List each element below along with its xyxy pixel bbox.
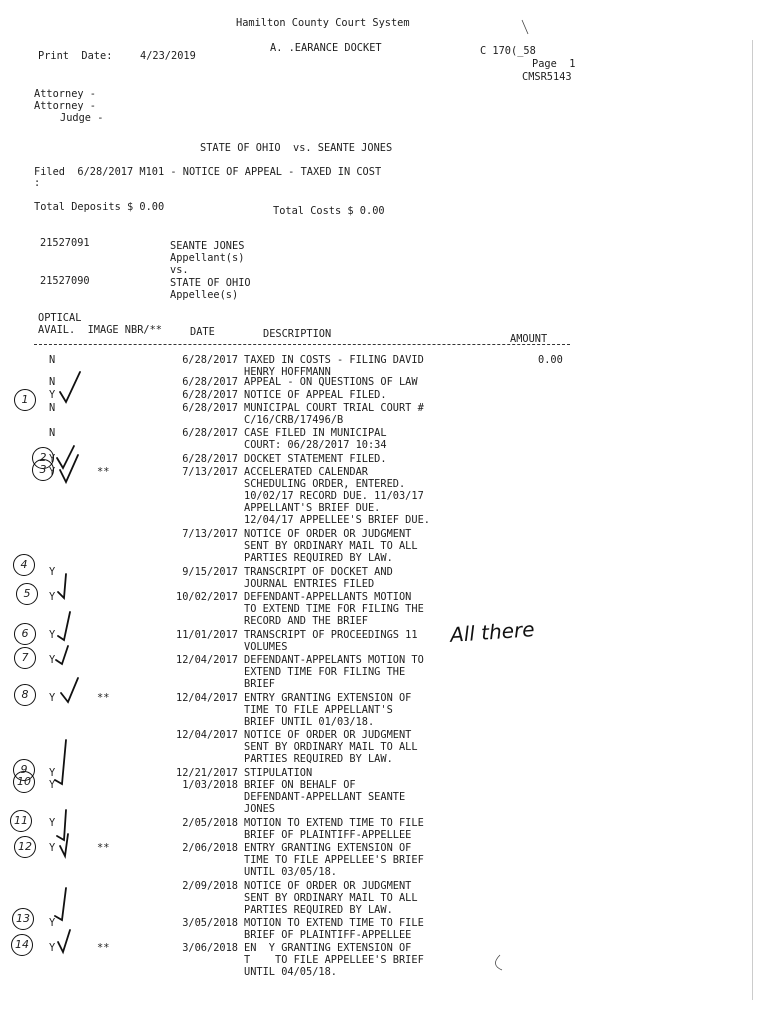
entry-description: NOTICE OF ORDER OR JUDGMENT SENT BY ORDINARY MAIL TO ALL PARTIES REQUIRED BY LAW.	[244, 528, 418, 564]
checkmark-icon	[55, 740, 66, 784]
entry-date: 7/13/2017	[182, 466, 238, 478]
circled-number: 9	[13, 759, 35, 781]
entry-date: 2/09/2018	[182, 880, 238, 892]
entry-date: 7/13/2017	[182, 528, 238, 540]
checkmark-icon	[55, 888, 66, 920]
circled-number: 10	[13, 771, 35, 793]
entry-date: 2/06/2018	[182, 842, 238, 854]
entry-description: APPEAL - ON QUESTIONS OF LAW	[244, 376, 418, 388]
entry-date: 12/21/2017	[176, 767, 238, 779]
circled-number: 3	[32, 459, 54, 481]
entry-date: 2/05/2018	[182, 817, 238, 829]
entry-avail: Y	[49, 629, 56, 641]
judge-line: Judge -	[60, 112, 104, 124]
header-divider	[34, 344, 570, 345]
checkmark-icon	[61, 678, 78, 702]
entry-date: 12/04/2017	[176, 654, 238, 666]
page-edge	[752, 40, 753, 1000]
entry-date: 6/28/2017	[182, 402, 238, 414]
entry-description: TRANSCRIPT OF DOCKET AND JOURNAL ENTRIES FILED	[244, 566, 393, 590]
checkmark-icon	[60, 834, 68, 856]
filed-line: Filed 6/28/2017 M101 - NOTICE OF APPEAL - TAXED IN COST	[34, 166, 382, 178]
entry-avail: Y	[49, 942, 56, 954]
circled-number: 12	[14, 836, 36, 858]
entry-date: 12/04/2017	[176, 729, 238, 741]
entry-description: DEFENDANT-APPELANTS MOTION TO EXTEND TIME FOR FILING THE BRIEF	[244, 654, 424, 690]
entry-description: ACCELERATED CALENDAR SCHEDULING ORDER, ENTERED. 10/02/17 RECORD DUE. 11/03/17 APPELLANT'S BRIEF DUE. 12/04/17 APPELLEE'S BRIEF DUE.	[244, 466, 430, 526]
case-number: C 170(_58	[480, 45, 536, 57]
entry-avail: Y	[49, 453, 56, 465]
circled-number: 13	[12, 908, 34, 930]
col-optical: OPTICAL	[38, 312, 82, 324]
entry-avail: N	[49, 402, 56, 414]
checkmark-icon	[56, 646, 68, 664]
entry-image-nbr: **	[97, 466, 110, 478]
party-name: SEANTE JONES	[170, 240, 245, 252]
entry-image-nbr: **	[97, 842, 110, 854]
entry-date: 1/03/2018	[182, 779, 238, 791]
entry-amount: 0.00	[538, 354, 563, 366]
circled-number: 2	[32, 447, 54, 469]
circled-number: 6	[14, 623, 36, 645]
entry-description: DEFENDANT-APPELLANTS MOTION TO EXTEND TIME FOR FILING THE RECORD AND THE BRIEF	[244, 591, 424, 627]
court-system-title: Hamilton County Court System	[236, 17, 410, 29]
entry-avail: N	[49, 427, 56, 439]
entry-date: 6/28/2017	[182, 453, 238, 465]
circled-number: 8	[14, 684, 36, 706]
circled-number: 11	[10, 810, 32, 832]
party-id: 21527091	[40, 237, 90, 249]
entry-description: STIPULATION	[244, 767, 313, 779]
party-name: STATE OF OHIO	[170, 277, 251, 289]
entry-description: TRANSCRIPT OF PROCEEDINGS 11 VOLUMES	[244, 629, 418, 653]
entry-description: TAXED IN COSTS - FILING DAVID HENRY HOFFMANN	[244, 354, 424, 378]
entry-avail: Y	[49, 591, 56, 603]
total-costs: Total Costs $ 0.00	[273, 205, 385, 217]
entry-description: ENTRY GRANTING EXTENSION OF TIME TO FILE APPELLANT'S BRIEF UNTIL 01/03/18.	[244, 692, 412, 728]
checkmark-icon	[58, 612, 70, 640]
checkmark-icon	[60, 455, 78, 482]
entry-description: DOCKET STATEMENT FILED.	[244, 453, 387, 465]
case-title: STATE OF OHIO vs. SEANTE JONES	[200, 142, 393, 154]
entry-description: CASE FILED IN MUNICIPAL COURT: 06/28/2017 10:34	[244, 427, 387, 451]
print-date-label: Print Date:	[38, 50, 113, 62]
entry-date: 3/05/2018	[182, 917, 238, 929]
checkmark-icon	[57, 446, 74, 468]
circled-number: 4	[13, 554, 35, 576]
entry-avail: Y	[49, 917, 56, 929]
entry-description: BRIEF ON BEHALF OF DEFENDANT-APPELLANT SEANTE JONES	[244, 779, 406, 815]
entry-avail: Y	[49, 389, 56, 401]
filed-colon: :	[34, 177, 41, 189]
attorney-line-1: Attorney -	[34, 88, 96, 100]
attorney-line-2: Attorney -	[34, 100, 96, 112]
entry-avail: N	[49, 376, 56, 388]
checkmark-icon	[60, 372, 80, 402]
entry-avail: Y	[49, 466, 56, 478]
margin-note: All there	[449, 617, 536, 647]
col-date: DATE	[190, 326, 215, 338]
entry-description: ENTRY GRANTING EXTENSION OF TIME TO FILE APPELLEE'S BRIEF UNTIL 03/05/18.	[244, 842, 424, 878]
entry-description: NOTICE OF ORDER OR JUDGMENT SENT BY ORDINARY MAIL TO ALL PARTIES REQUIRED BY LAW.	[244, 729, 418, 765]
entry-description: MOTION TO EXTEND TIME TO FILE BRIEF OF PLAINTIFF-APPELLEE	[244, 917, 424, 941]
entry-avail: Y	[49, 692, 56, 704]
entry-date: 6/28/2017	[182, 389, 238, 401]
entry-image-nbr: **	[97, 692, 110, 704]
form-code: CMSR5143	[522, 71, 572, 83]
docket-title: A. .EARANCE DOCKET	[270, 42, 382, 54]
circled-number: 14	[11, 934, 33, 956]
circled-number: 1	[14, 389, 36, 411]
entry-date: 10/02/2017	[176, 591, 238, 603]
party-id: 21527090	[40, 275, 90, 287]
entry-date: 9/15/2017	[182, 566, 238, 578]
entry-description: MOTION TO EXTEND TIME TO FILE BRIEF OF PLAINTIFF-APPELLEE	[244, 817, 424, 841]
circled-number: 5	[16, 583, 38, 605]
entry-date: 6/28/2017	[182, 354, 238, 366]
entry-avail: N	[49, 354, 56, 366]
entry-date: 3/06/2018	[182, 942, 238, 954]
entry-avail: Y	[49, 654, 56, 666]
stray-mark-icon	[522, 20, 528, 34]
entry-date: 6/28/2017	[182, 427, 238, 439]
stray-mark-icon	[495, 955, 502, 970]
party-vs: vs.	[170, 264, 189, 276]
print-date: 4/23/2019	[140, 50, 196, 62]
entry-avail: Y	[49, 817, 56, 829]
party-role: Appellee(s)	[170, 289, 239, 301]
entry-date: 12/04/2017	[176, 692, 238, 704]
entry-description: MUNICIPAL COURT TRIAL COURT # C/16/CRB/17496/B	[244, 402, 424, 426]
entry-avail: Y	[49, 566, 56, 578]
entry-avail: Y	[49, 779, 56, 791]
entry-avail: Y	[49, 767, 56, 779]
col-description: DESCRIPTION	[263, 328, 332, 340]
circled-number: 7	[14, 647, 36, 669]
checkmark-icon	[58, 574, 66, 598]
total-deposits: Total Deposits $ 0.00	[34, 201, 165, 213]
page-number: Page 1	[532, 58, 576, 70]
col-amount: AMOUNT	[510, 333, 548, 345]
party-role: Appellant(s)	[170, 252, 245, 264]
entry-image-nbr: **	[97, 942, 110, 954]
entry-avail: Y	[49, 842, 56, 854]
entry-description: NOTICE OF APPEAL FILED.	[244, 389, 387, 401]
checkmark-icon	[58, 930, 70, 952]
entry-description: EN Y GRANTING EXTENSION OF T TO FILE APPELLEE'S BRIEF UNTIL 04/05/18.	[244, 942, 424, 978]
checkmark-icon	[57, 810, 66, 840]
col-avail-img: AVAIL. IMAGE NBR/**	[38, 324, 162, 336]
entry-description: NOTICE OF ORDER OR JUDGMENT SENT BY ORDINARY MAIL TO ALL PARTIES REQUIRED BY LAW.	[244, 880, 418, 916]
entry-date: 6/28/2017	[182, 376, 238, 388]
entry-date: 11/01/2017	[176, 629, 238, 641]
